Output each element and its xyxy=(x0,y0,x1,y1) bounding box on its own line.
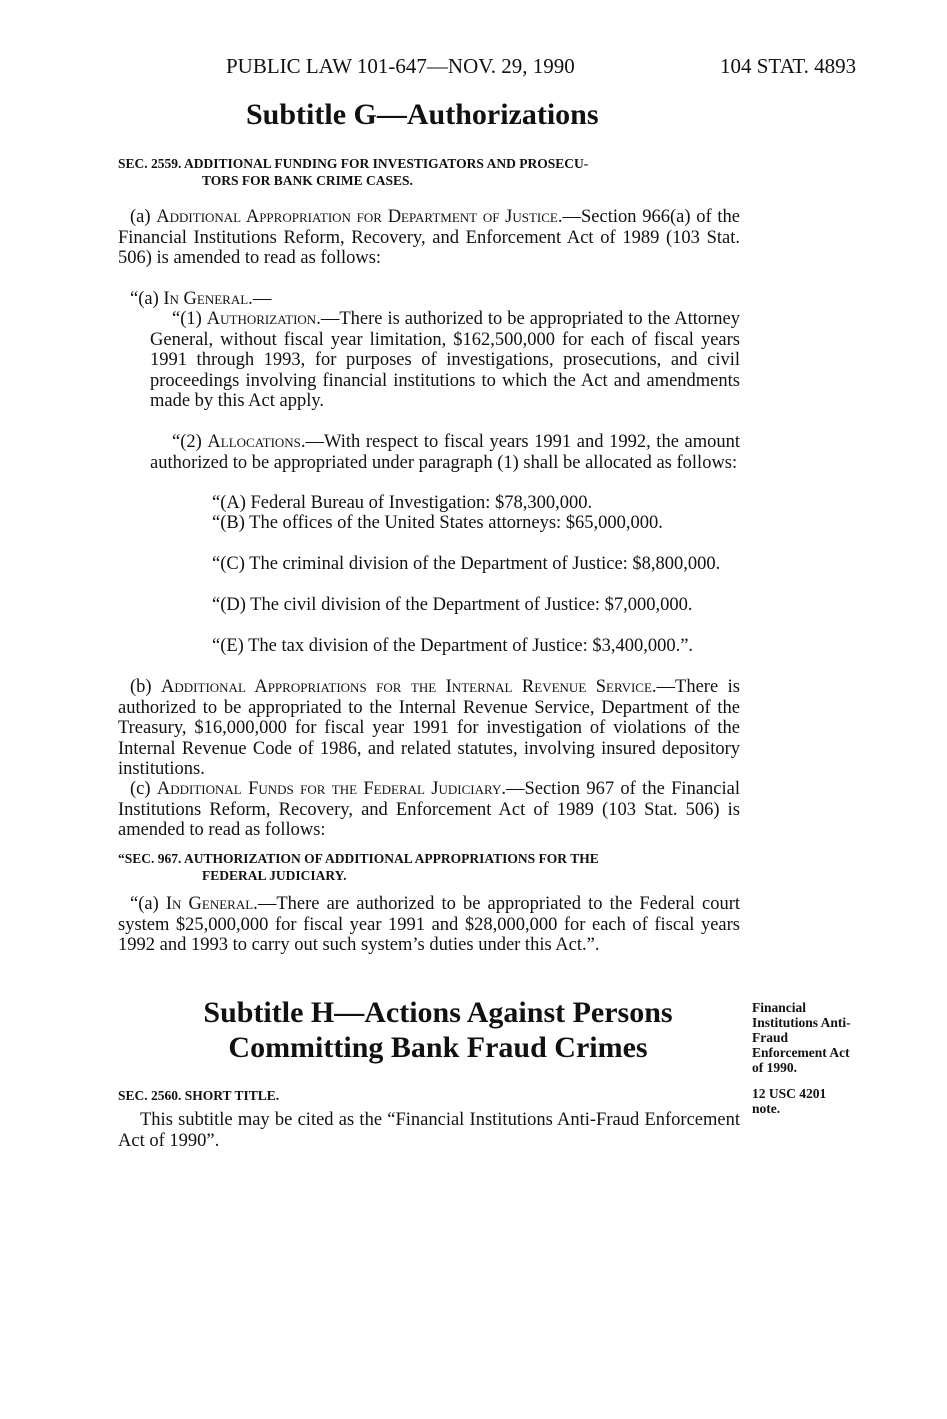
subsection-a-heading: Additional Appropriation for Department of Justice. xyxy=(156,207,563,227)
allocation-item-b: “(B) The offices of the United States attorneys: $65,000,000. xyxy=(212,513,663,533)
subsection-b-text: —There is authorized to be appropriated to the Internal Revenue Service, Department of the Treasury, $16,000,000 for fiscal year 1991 for investigation of violations of the Internal Revenue Code of 1986, and related statutes, involving insured depository institutions. xyxy=(118,677,740,779)
section-2560-text: This subtitle may be cited as the “Financial Institutions Anti-Fraud Enforcement Act of 1990”. xyxy=(118,1110,740,1151)
paragraph-1-label: “(1) xyxy=(172,309,207,329)
subsection-b-label: (b) xyxy=(130,677,162,697)
paragraph-1-authorization xyxy=(150,309,740,412)
paragraph-1-heading: Authorization. xyxy=(206,309,321,329)
subtitle-g-heading: Subtitle G—Authorizations xyxy=(246,98,599,131)
quoted-subsection-a-heading: In General. xyxy=(163,289,253,309)
allocation-item-d: “(D) The civil division of the Department of Justice: $7,000,000. xyxy=(212,595,693,615)
running-head-public-law: PUBLIC LAW 101-647—NOV. 29, 1990 xyxy=(226,54,575,78)
quoted-subsection-a-text: — xyxy=(252,289,272,309)
paragraph-2-heading: Allocations. xyxy=(207,432,306,452)
subsection-c-text: —Section 967 of the Financial Institutions Reform, Recovery, and Enforcement Act of 1989 (103 Stat. 506) is amended to read as follows: xyxy=(118,779,740,840)
section-967-a-text: —There are authorized to be appropriated to the Federal court system $25,000,000 for fiscal year 1991 and $28,000,000 for each of fiscal years 1992 and 1993 to carry out such system’s duties under this Act.”. xyxy=(118,894,741,955)
section-967-subsection-a xyxy=(118,894,740,956)
quoted-subsection-a-label: “(a) xyxy=(130,289,164,309)
subsection-c-heading: Additional Funds for the Federal Judiciary. xyxy=(156,779,506,799)
subsection-c-label: (c) xyxy=(130,779,157,799)
allocation-item-e: “(E) The tax division of the Department of Justice: $3,400,000.”. xyxy=(212,636,694,656)
paragraph-2-text: —With respect to fiscal years 1991 and 1992, the amount authorized to be appropriated under paragraph (1) shall be allocated as follows: xyxy=(150,432,740,473)
paragraph-2-allocations xyxy=(150,432,740,473)
paragraph-1-text: —There is authorized to be appropriated to the Attorney General, without fiscal year limitation, $162,500,000 for each of fiscal years 1991 through 1993, for purposes of investigations, prosecutions, and civil proceedings involving financial institutions to which the Act and amendments made by this Act apply. xyxy=(150,309,740,411)
allocation-item-c: “(C) The criminal division of the Department of Justice: $8,800,000. xyxy=(212,554,721,574)
subsection-a xyxy=(118,207,740,269)
section-2559-heading-line1: SEC. 2559. ADDITIONAL FUNDING FOR INVESTIGATORS AND PROSECU- xyxy=(118,156,589,171)
section-967-heading-line1: “SEC. 967. AUTHORIZATION OF ADDITIONAL APPROPRIATIONS FOR THE xyxy=(118,851,599,866)
section-967-heading xyxy=(118,850,740,884)
paragraph-2-label: “(2) xyxy=(172,432,208,452)
subsection-c xyxy=(118,779,740,841)
section-967-a-heading: In General. xyxy=(165,894,258,914)
margin-note-act-name: Financial Institutions Anti-Fraud Enforcement Act of 1990. xyxy=(752,1000,851,1075)
subsection-b xyxy=(118,677,740,780)
subtitle-h-heading: Subtitle H—Actions Against Persons Committing Bank Fraud Crimes xyxy=(203,996,673,1064)
section-2559-heading xyxy=(118,155,740,189)
margin-note-usc: 12 USC 4201 note. xyxy=(752,1086,827,1116)
subsection-a-label: (a) xyxy=(130,207,157,227)
subsection-b-heading: Additional Appropriations for the Internal Revenue Service. xyxy=(161,677,657,697)
allocation-item-a: “(A) Federal Bureau of Investigation: $78,300,000. xyxy=(212,493,593,513)
section-2559-heading-line2: TORS FOR BANK CRIME CASES. xyxy=(202,173,413,188)
section-967-a-label: “(a) xyxy=(130,894,166,914)
running-head-stat-page: 104 STAT. 4893 xyxy=(720,54,857,78)
section-967-heading-line2: FEDERAL JUDICIARY. xyxy=(202,868,347,883)
quoted-subsection-a xyxy=(130,289,740,310)
subsection-a-text: —Section 966(a) of the Financial Institutions Reform, Recovery, and Enforcement Act of 1989 (103 Stat. 506) is amended to read as follows: xyxy=(118,207,740,268)
section-2560-heading: SEC. 2560. SHORT TITLE. xyxy=(118,1088,280,1103)
